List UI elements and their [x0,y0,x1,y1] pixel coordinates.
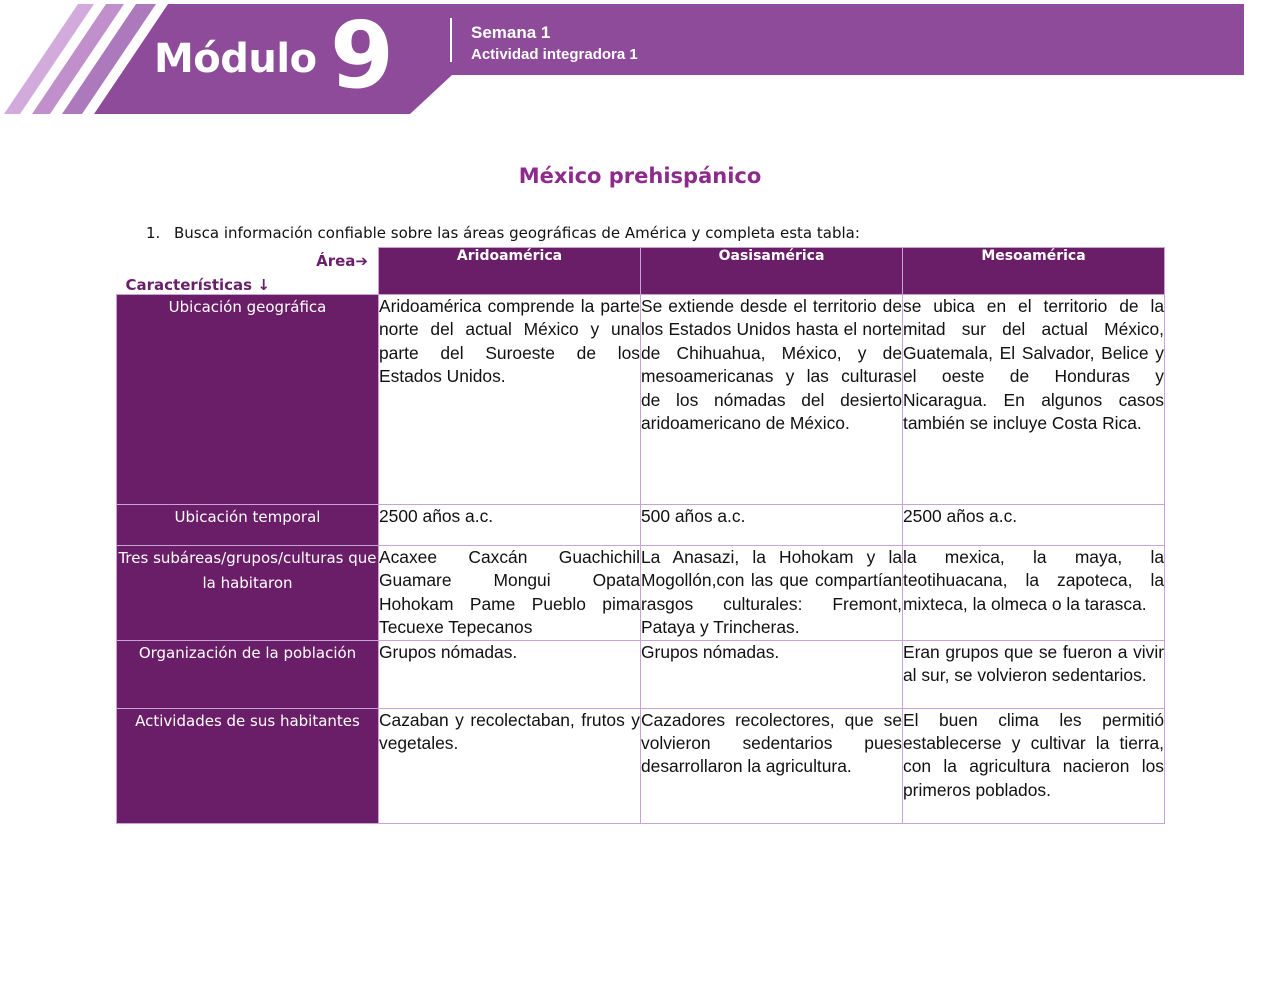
table-header-row [117,248,1165,295]
table-cell[interactable]: Aridoamérica comprende la parte norte del actual México y una parte del Suroeste de los Estados Unidos. [379,295,641,505]
column-header-aridoamerica: Aridoamérica [379,248,641,295]
table-row [117,640,1165,708]
banner-divider [450,18,452,62]
table-row [117,505,1165,546]
table-cell[interactable]: Grupos nómadas. [641,640,903,708]
row-header: Organización de la población [117,640,379,708]
column-header-oasisamerica: Oasisamérica [641,248,903,295]
table-row [117,546,1165,641]
table-cell[interactable]: 500 años a.c. [641,505,903,546]
instruction-number: 1. [146,224,161,242]
table-cell[interactable]: Acaxee Caxcán Guachichil Guamare Mongui Opata Hohokam Pame Pueblo pima Tecuexe Tepecanos [379,546,641,641]
areas-table [116,247,1165,824]
row-header: Ubicación geográfica [117,295,379,505]
table-row [117,295,1165,505]
table-cell[interactable]: Cazaban y recolectaban, frutos y vegetales. [379,708,641,823]
table-corner [117,248,379,295]
activity-label: Actividad integradora 1 [471,46,638,63]
column-header-mesoamerica: Mesoamérica [903,248,1165,295]
corner-area-label: Área➔ [316,251,368,270]
table-cell[interactable]: 2500 años a.c. [903,505,1165,546]
table-cell[interactable]: Grupos nómadas. [379,640,641,708]
corner-characteristics-label: Características ↓ [125,275,270,294]
table-cell[interactable]: Se extiende desde el territorio de los Estados Unidos hasta el norte de Chihuahua, México, y de mesoamericanas y las culturas de los nómadas del desierto aridoamericano de México. [641,295,903,505]
table-cell[interactable]: 2500 años a.c. [379,505,641,546]
page-title: México prehispánico [518,164,762,188]
table-cell[interactable]: La Anasazi, la Hohokam y la Mogollón,con las que compartían rasgos culturales: Fremont, Pataya y Trincheras. [641,546,903,641]
table-cell[interactable]: El buen clima les permitió establecerse y cultivar la tierra, con la agricultura nacieron los primeros poblados. [903,708,1165,823]
module-banner [0,0,1280,120]
row-header: Ubicación temporal [117,505,379,546]
table-cell[interactable]: Cazadores recolectores, que se volvieron sedentarios pues desarrollaron la agricultura. [641,708,903,823]
module-number: 9 [330,2,395,109]
table-cell[interactable]: Eran grupos que se fueron a vivir al sur, se volvieron sedentarios. [903,640,1165,708]
table-cell[interactable]: la mexica, la maya, la teotihuacana, la zapoteca, la mixteca, la olmeca o la tarasca. [903,546,1165,641]
instruction-text: Busca información confiable sobre las áreas geográficas de América y completa esta tabla: [174,224,860,242]
row-header: Actividades de sus habitantes [117,708,379,823]
week-label: Semana 1 [471,23,551,42]
module-label: Módulo [154,36,317,82]
table-row [117,708,1165,823]
table-cell[interactable]: se ubica en el territorio de la mitad sur del actual México, Guatemala, El Salvador, Belice y el oeste de Honduras y Nicaragua. En algunos casos también se incluye Costa Rica. [903,295,1165,505]
row-header: Tres subáreas/grupos/culturas que la habitaron [117,546,379,641]
instruction [146,224,860,242]
